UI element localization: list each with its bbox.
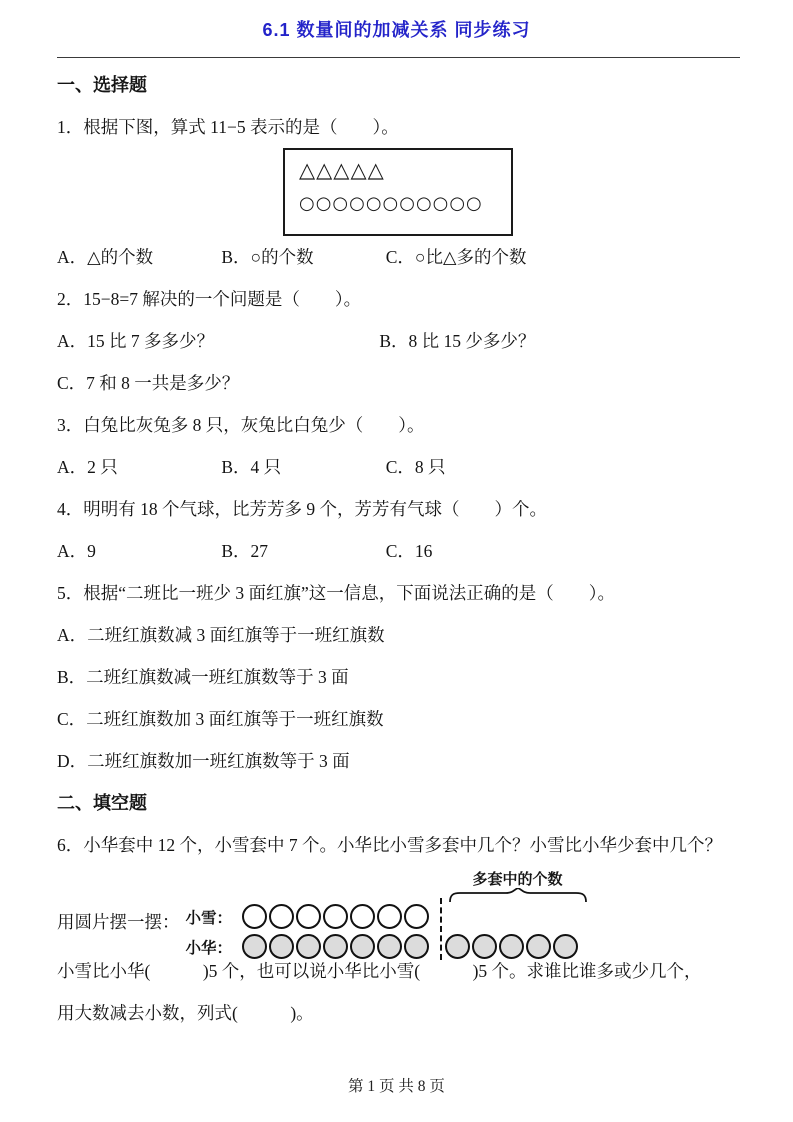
q5-option-d: D．二班红旗数加一班红旗数等于 3 面 [57,751,350,771]
circle-row: ○○○○○○○○○○○ [299,193,483,214]
q3-option-c: C．8 只 [385,457,446,477]
q1-option-c: C．○比△多的个数 [385,247,527,267]
q6-fill-line-2: 用大数减去小数，列式( )。 [57,1003,314,1023]
over-brace-icon [448,888,588,902]
q6-text: 6．小华套中 12 个，小雪套中 7 个。小华比小雪多套中几个？小雪比小华少套中几个？ [57,835,722,855]
q4-options-row [57,530,740,572]
xiaoxue-row [186,904,580,929]
triangle-row: △△△△△ [299,158,385,182]
q3-options-row [57,446,740,488]
q2-text: 2．15−8=7 解决的一个问题是（ ）。 [57,289,362,309]
xiaohua-circles-left [242,934,431,959]
section-2-heading: 二、填空题 [57,793,147,813]
q5-option-c: C．二班红旗数加 3 面红旗等于一班红旗数 [57,709,384,729]
xiaoxue-row-label: 小雪： [185,909,233,927]
q1-options-row [57,236,740,278]
q4-text: 4．明明有 18 个气球，比芳芳多 9 个，芳芳有气球（ ）个。 [57,499,547,519]
q5-option-a: A．二班红旗数减 3 面红旗等于一班红旗数 [57,625,385,645]
q1-option-b: B．○的个数 [221,247,314,267]
q3-text: 3．白兔比灰兔多 8 只，灰兔比白兔少（ ）。 [57,415,425,435]
q1-option-a: A．△的个数 [57,247,154,267]
xiaohua-circles-right [445,934,580,959]
q2-option-c: C．7 和 8 一共是多少？ [57,373,240,393]
q5-option-b: B．二班红旗数减一班红旗数等于 3 面 [57,667,349,687]
q6-diagram [57,870,740,957]
xiaohua-row-label: 小华： [185,939,233,957]
q6-diagram-lead-label: 用圆片摆一摆： [57,912,180,932]
q5-text: 5．根据“二班比一班少 3 面红旗”这一信息，下面说法正确的是（ ）。 [57,583,616,603]
section-1-heading: 一、选择题 [57,75,147,95]
q4-option-c: C．16 [385,541,433,561]
q3-option-b: B．4 只 [221,457,282,477]
q2-options-row-1 [57,320,740,362]
page-title: 6.1 数量间的加减关系 同步练习 [262,20,531,40]
q3-option-a: A．2 只 [57,457,118,477]
q1-text: 1．根据下图，算式 11−5 表示的是（ ）。 [57,117,399,137]
q2-option-a: A．15 比 7 多多少？ [57,331,215,351]
q1-figure-box [283,148,513,236]
brace-label: 多套中的个数 [472,872,563,888]
q2-option-b: B．8 比 15 少多少？ [379,331,536,351]
q6-fill-line-1: 小雪比小华( )5 个，也可以说小华比小雪( )5 个。求谁比谁多或少几个， [57,961,702,981]
page-footer: 第 1 页 共 8 页 [348,1078,445,1095]
xiaoxue-circles [242,904,431,929]
q4-option-b: B．27 [221,541,269,561]
q4-option-a: A．9 [57,541,96,561]
q6-diagram-rows [185,870,580,957]
xiaohua-row [186,934,580,959]
worksheet-content [0,58,793,1034]
dashed-separator [440,898,442,960]
